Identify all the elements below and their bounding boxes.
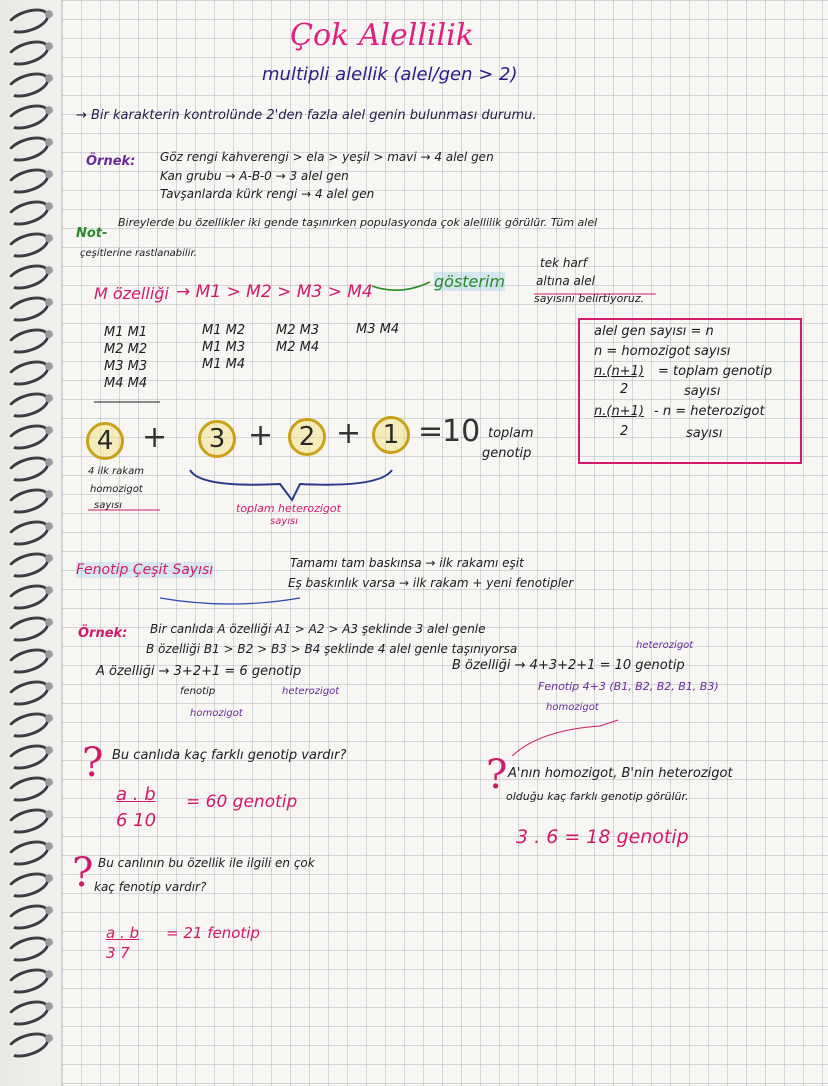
phenotype-label: Fenotip Çeşit Sayısı bbox=[76, 562, 214, 578]
example2-line-2: B özelliği B1 > B2 > B3 > B4 şeklinde 4 alel genle taşınıyorsa bbox=[146, 642, 518, 656]
genotype-item: M1 M3 bbox=[202, 340, 246, 355]
phenotype-line-2: Eş baskınlık varsa → ilk rakam + yeni fenotipler bbox=[288, 576, 574, 590]
formula-line-4b: - n = heterozigot bbox=[654, 404, 765, 419]
question-mark-3: ? bbox=[72, 850, 94, 896]
gosterim-label: gösterim bbox=[434, 272, 506, 291]
green-arrow bbox=[372, 282, 430, 290]
question-3-line-1: Bu canlının bu özellik ile ilgili en çok bbox=[98, 856, 315, 870]
formula-line-3c: 2 bbox=[620, 382, 629, 397]
genotype-item: M3 M3 bbox=[104, 359, 148, 374]
genotype-item: M2 M4 bbox=[276, 340, 320, 355]
example2-a-calc: A özelliği → 3+2+1 = 6 genotip bbox=[96, 664, 302, 679]
genotype-item: M1 M4 bbox=[202, 357, 246, 372]
m-feature-label: M özelliği bbox=[94, 284, 169, 303]
sum-total-label-2: genotip bbox=[482, 446, 532, 461]
example2-line-1: Bir canlıda A özelliği A1 > A2 > A3 şeklinde 3 alel genle bbox=[150, 622, 486, 636]
note-line2: çeşitlerine rastlanabilir. bbox=[80, 248, 197, 259]
genotype-item: M2 M3 bbox=[276, 323, 320, 338]
example2-a-homo: homozigot bbox=[190, 708, 243, 719]
formula-line-2: n = homozigot sayısı bbox=[594, 344, 731, 359]
example2-a-fenotip: fenotip bbox=[180, 686, 216, 697]
sum-circle-1: 1 bbox=[372, 416, 410, 454]
page-subtitle: multipli alellik (alel/gen > 2) bbox=[262, 64, 518, 85]
sum-left-note-1: 4 ilk rakam bbox=[88, 466, 144, 477]
sum-plus: + bbox=[248, 418, 274, 453]
formula-line-3a: n.(n+1) bbox=[594, 364, 644, 379]
phenotype-line-1: Tamamı tam baskınsa → ilk rakamı eşit bbox=[290, 556, 524, 570]
sum-circle-4: 4 bbox=[86, 422, 124, 460]
formula-line-3b: = toplam genotip bbox=[658, 364, 773, 379]
genotype-col-3 bbox=[276, 322, 346, 356]
question-2-line-2: olduğu kaç farklı genotip görülür. bbox=[506, 790, 689, 803]
m-feature-order: → M1 > M2 > M3 > M4 bbox=[176, 282, 373, 302]
genotype-col-1 bbox=[104, 324, 174, 392]
genotype-col-2 bbox=[202, 322, 272, 373]
example2-b-hetero: heterozigot bbox=[636, 640, 694, 651]
note-label: Not- bbox=[76, 226, 108, 241]
question-3-answer: = 21 fenotip bbox=[166, 924, 260, 942]
formula-line-4a: n.(n+1) bbox=[594, 404, 644, 419]
formula-line-3d: sayısı bbox=[684, 384, 721, 399]
gosterim-note-1: tek harf bbox=[540, 256, 587, 270]
question-1-text: Bu canlıda kaç farklı genotip vardır? bbox=[112, 748, 347, 763]
sum-total: 10 bbox=[442, 414, 481, 449]
formula-box bbox=[578, 318, 802, 464]
example1-line3: Tavşanlarda kürk rengi → 4 alel gen bbox=[160, 187, 375, 201]
question-3-line-2: kaç fenotip vardır? bbox=[94, 880, 207, 894]
genotype-item: M3 M4 bbox=[356, 322, 400, 337]
question-2-answer: 3 . 6 = 18 genotip bbox=[516, 826, 689, 848]
question-mark-1: ? bbox=[82, 740, 104, 786]
formula-line-4c: 2 bbox=[620, 424, 629, 439]
formula-line-1: alel gen sayısı = n bbox=[594, 324, 714, 339]
question-3-denominator: 3 7 bbox=[106, 944, 130, 962]
question-1-answer: = 60 genotip bbox=[186, 792, 298, 812]
question-1-denominator: 6 10 bbox=[116, 810, 157, 831]
formula-line-4d: sayısı bbox=[686, 426, 723, 441]
sum-plus: + bbox=[142, 420, 168, 455]
page-title: Çok Alellilik bbox=[290, 18, 474, 53]
example2-b-calc: B özelliği → 4+3+2+1 = 10 genotip bbox=[452, 658, 685, 673]
example2-b-homo: homozigot bbox=[546, 702, 599, 713]
note-line1: Bireylerde bu özellikler iki gende taşınırken populasyonda çok alellilik görülür. Tüm alel bbox=[118, 216, 598, 229]
genotype-item: M2 M2 bbox=[104, 342, 148, 357]
sum-left-note-3: sayısı bbox=[94, 500, 123, 511]
example1-label: Örnek: bbox=[86, 154, 136, 169]
example1-line2: Kan grubu → A-B-0 → 3 alel gen bbox=[160, 169, 349, 183]
example2-a-hetero: heterozigot bbox=[282, 686, 340, 697]
question-mark-2: ? bbox=[486, 752, 508, 798]
example2-b-fenotip: Fenotip 4+3 (B1, B2, B2, B1, B3) bbox=[538, 680, 719, 693]
gosterim-note-2: altına alel bbox=[536, 274, 595, 288]
sum-total-label-1: toplam bbox=[488, 426, 534, 441]
gosterim-note-3: sayısını belirtiyoruz. bbox=[534, 292, 645, 305]
question-3-numerator: a . b bbox=[106, 924, 140, 942]
sum-plus: + bbox=[336, 416, 362, 451]
definition-text: → Bir karakterin kontrolünde 2'den fazla alel genin bulunması durumu. bbox=[76, 108, 537, 123]
question-1-numerator: a . b bbox=[116, 784, 156, 805]
brace-note-1: toplam heterozigot bbox=[236, 502, 341, 515]
genotype-item: M4 M4 bbox=[104, 376, 148, 391]
example2-label: Örnek: bbox=[78, 626, 128, 641]
sum-equals: = bbox=[418, 414, 444, 449]
question-2-line-1: A'nın homozigot, B'nin heterozigot bbox=[508, 766, 733, 781]
sum-left-note-2: homozigot bbox=[90, 484, 143, 495]
brace-note-2: sayısı bbox=[270, 516, 299, 527]
example1-line1: Göz rengi kahverengi > ela > yeşil > mavi → 4 alel gen bbox=[160, 150, 494, 164]
genotype-item: M1 M1 bbox=[104, 325, 148, 340]
sum-circle-3: 3 bbox=[198, 420, 236, 458]
genotype-item: M1 M2 bbox=[202, 323, 246, 338]
sum-circle-2: 2 bbox=[288, 418, 326, 456]
brace bbox=[190, 470, 392, 500]
